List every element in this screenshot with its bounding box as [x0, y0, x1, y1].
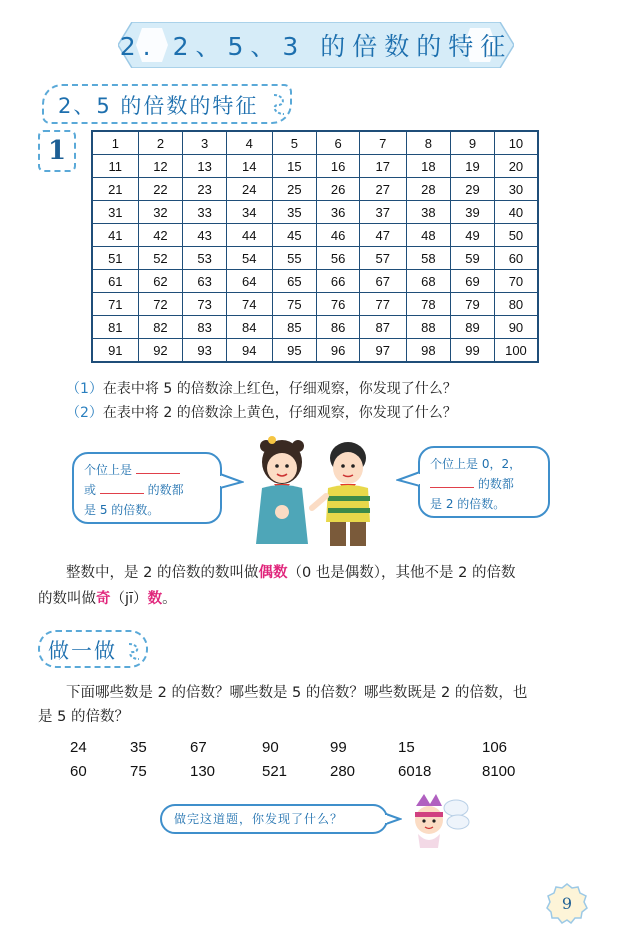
practice-number: 521	[262, 763, 288, 780]
speech-bubble-right: 个位上是 0，2， 的数都 是 2 的倍数。	[418, 446, 550, 518]
reflection-bubble-text: 做完这道题，你发现了什么？	[174, 812, 344, 826]
table-cell[interactable]: 37	[359, 201, 406, 224]
table-row	[92, 247, 538, 270]
practice-number: 24	[70, 739, 87, 756]
practice-number: 90	[262, 739, 279, 756]
table-cell[interactable]: 67	[359, 270, 406, 293]
table-cell[interactable]: 98	[406, 339, 451, 363]
practice-number: 60	[70, 763, 87, 780]
table-cell[interactable]: 26	[317, 178, 360, 201]
bubble-tail-icon	[396, 470, 420, 490]
table-cell[interactable]: 42	[138, 224, 183, 247]
table-cell[interactable]: 75	[272, 293, 317, 316]
table-cell[interactable]: 94	[226, 339, 272, 363]
practice-number: 8100	[482, 763, 516, 780]
table-row	[92, 201, 538, 224]
question-number: （1）	[66, 381, 103, 397]
table-cell[interactable]: 24	[226, 178, 272, 201]
odd-number-term: 奇	[96, 591, 111, 607]
practice-number: 130	[190, 763, 216, 780]
table-cell[interactable]: 17	[359, 155, 406, 178]
table-cell[interactable]: 33	[183, 201, 227, 224]
table-row	[92, 316, 538, 339]
table-cell[interactable]: 14	[226, 155, 272, 178]
table-cell[interactable]: 2	[138, 131, 183, 155]
answer-blank	[430, 475, 474, 488]
table-cell[interactable]: 57	[359, 247, 406, 270]
table-cell[interactable]: 23	[183, 178, 227, 201]
table-cell[interactable]: 61	[92, 270, 138, 293]
table-cell[interactable]: 68	[406, 270, 451, 293]
question-1	[66, 378, 457, 398]
table-cell[interactable]: 93	[183, 339, 227, 363]
table-cell[interactable]: 20	[494, 155, 538, 178]
section-heading: 2、5 的倍数的特征	[58, 94, 259, 118]
table-cell[interactable]: 60	[494, 247, 538, 270]
table-cell[interactable]: 89	[451, 316, 495, 339]
table-cell[interactable]: 11	[92, 155, 138, 178]
practice-number: 67	[190, 739, 207, 756]
table-cell[interactable]: 99	[451, 339, 495, 363]
table-cell[interactable]: 50	[494, 224, 538, 247]
question-text: 在表中将 2 的倍数涂上黄色，仔细观察，你发现了什么？	[102, 405, 457, 421]
table-cell[interactable]: 77	[359, 293, 406, 316]
practice-heading: 做一做	[48, 639, 117, 663]
table-cell[interactable]: 43	[183, 224, 227, 247]
table-cell[interactable]: 91	[92, 339, 138, 363]
table-cell[interactable]: 6	[317, 131, 360, 155]
curl-decoration-icon	[270, 92, 292, 118]
table-row	[92, 339, 538, 363]
table-cell[interactable]: 3	[183, 131, 227, 155]
table-cell[interactable]: 80	[494, 293, 538, 316]
page-title: 2. 2、5、3 的倍数的特征	[119, 32, 513, 61]
table-cell[interactable]: 83	[183, 316, 227, 339]
table-cell[interactable]: 56	[317, 247, 360, 270]
table-cell[interactable]: 45	[272, 224, 317, 247]
table-cell[interactable]: 54	[226, 247, 272, 270]
table-cell[interactable]: 69	[451, 270, 495, 293]
practice-number: 15	[398, 739, 415, 756]
table-cell[interactable]: 48	[406, 224, 451, 247]
table-cell[interactable]: 74	[226, 293, 272, 316]
table-cell[interactable]: 8	[406, 131, 451, 155]
table-cell[interactable]: 27	[359, 178, 406, 201]
table-cell[interactable]: 5	[272, 131, 317, 155]
definition-line-1: 整数中，是 2 的倍数的数叫做偶数（0 也是偶数），其他不是 2 的倍数	[66, 565, 516, 581]
table-cell[interactable]: 29	[451, 178, 495, 201]
table-cell[interactable]: 100	[494, 339, 538, 363]
table-row	[92, 224, 538, 247]
table-cell[interactable]: 13	[183, 155, 227, 178]
table-cell[interactable]: 18	[406, 155, 451, 178]
table-cell[interactable]: 72	[138, 293, 183, 316]
table-cell[interactable]: 51	[92, 247, 138, 270]
table-cell[interactable]: 47	[359, 224, 406, 247]
table-cell[interactable]: 81	[92, 316, 138, 339]
question-2	[66, 402, 457, 422]
table-cell[interactable]: 19	[451, 155, 495, 178]
table-cell[interactable]: 85	[272, 316, 317, 339]
children-illustration	[236, 432, 396, 550]
table-cell[interactable]: 78	[406, 293, 451, 316]
table-cell[interactable]: 92	[138, 339, 183, 363]
table-cell[interactable]: 16	[317, 155, 360, 178]
table-cell[interactable]: 39	[451, 201, 495, 224]
table-cell[interactable]: 58	[406, 247, 451, 270]
table-cell[interactable]: 86	[317, 316, 360, 339]
table-cell[interactable]: 4	[226, 131, 272, 155]
table-cell[interactable]: 34	[226, 201, 272, 224]
practice-number: 99	[330, 739, 347, 756]
table-cell[interactable]: 55	[272, 247, 317, 270]
page-number: 9	[561, 893, 573, 913]
table-cell[interactable]: 28	[406, 178, 451, 201]
odd-pinyin: （jī）	[110, 591, 148, 607]
table-cell[interactable]: 15	[272, 155, 317, 178]
table-cell[interactable]: 66	[317, 270, 360, 293]
table-cell[interactable]: 59	[451, 247, 495, 270]
table-cell[interactable]: 95	[272, 339, 317, 363]
odd-number-term-suffix: 数	[147, 591, 163, 607]
table-cell[interactable]: 7	[359, 131, 406, 155]
table-cell[interactable]: 62	[138, 270, 183, 293]
definition-line-2: 的数叫做奇（jī）数。	[38, 591, 177, 607]
table-cell[interactable]: 63	[183, 270, 227, 293]
question-number: （2）	[66, 405, 103, 421]
practice-number: 35	[130, 739, 147, 756]
table-cell[interactable]: 90	[494, 316, 538, 339]
table-cell[interactable]: 25	[272, 178, 317, 201]
table-cell[interactable]: 88	[406, 316, 451, 339]
practice-number: 280	[330, 763, 356, 780]
practice-number: 106	[482, 739, 508, 756]
table-cell[interactable]: 84	[226, 316, 272, 339]
hundred-chart-table	[91, 130, 539, 363]
table-cell[interactable]: 76	[317, 293, 360, 316]
table-cell[interactable]: 35	[272, 201, 317, 224]
practice-prompt-line-2: 是 5 的倍数？	[38, 709, 129, 725]
table-cell[interactable]: 49	[451, 224, 495, 247]
table-row	[92, 293, 538, 316]
table-row	[92, 131, 538, 155]
answer-blank	[136, 461, 180, 474]
angel-mascot-illustration	[400, 790, 470, 850]
table-cell[interactable]: 44	[226, 224, 272, 247]
table-row	[92, 270, 538, 293]
table-cell[interactable]: 82	[138, 316, 183, 339]
table-cell[interactable]: 79	[451, 293, 495, 316]
table-cell[interactable]: 70	[494, 270, 538, 293]
table-cell[interactable]: 12	[138, 155, 183, 178]
table-cell[interactable]: 40	[494, 201, 538, 224]
table-cell[interactable]: 22	[138, 178, 183, 201]
table-cell[interactable]: 36	[317, 201, 360, 224]
even-number-term: 偶数	[258, 565, 288, 581]
table-row	[92, 178, 538, 201]
table-cell[interactable]: 53	[183, 247, 227, 270]
table-cell[interactable]: 46	[317, 224, 360, 247]
example-number: 1	[38, 130, 76, 172]
table-cell[interactable]: 38	[406, 201, 451, 224]
table-cell[interactable]: 96	[317, 339, 360, 363]
table-cell[interactable]: 87	[359, 316, 406, 339]
practice-number: 6018	[398, 763, 432, 780]
practice-number: 75	[130, 763, 147, 780]
speech-bubble-left: 个位上是 或 的数都 是 5 的倍数。	[72, 452, 222, 524]
table-cell[interactable]: 30	[494, 178, 538, 201]
answer-blank	[100, 481, 144, 494]
table-cell[interactable]: 73	[183, 293, 227, 316]
table-cell[interactable]: 41	[92, 224, 138, 247]
girl-illustration	[256, 436, 308, 544]
table-cell[interactable]: 64	[226, 270, 272, 293]
practice-prompt-line-1: 下面哪些数是 2 的倍数？哪些数是 5 的倍数？哪些数既是 2 的倍数，也	[66, 685, 528, 701]
table-row	[92, 155, 538, 178]
table-cell[interactable]: 31	[92, 201, 138, 224]
table-cell[interactable]: 71	[92, 293, 138, 316]
table-cell[interactable]: 21	[92, 178, 138, 201]
boy-illustration	[312, 442, 370, 546]
table-cell[interactable]: 10	[494, 131, 538, 155]
question-text: 在表中将 5 的倍数涂上红色，仔细观察，你发现了什么？	[102, 381, 457, 397]
table-cell[interactable]: 9	[451, 131, 495, 155]
table-cell[interactable]: 32	[138, 201, 183, 224]
table-cell[interactable]: 65	[272, 270, 317, 293]
table-cell[interactable]: 52	[138, 247, 183, 270]
curl-decoration-icon	[126, 640, 148, 662]
table-cell[interactable]: 1	[92, 131, 138, 155]
table-cell[interactable]: 97	[359, 339, 406, 363]
